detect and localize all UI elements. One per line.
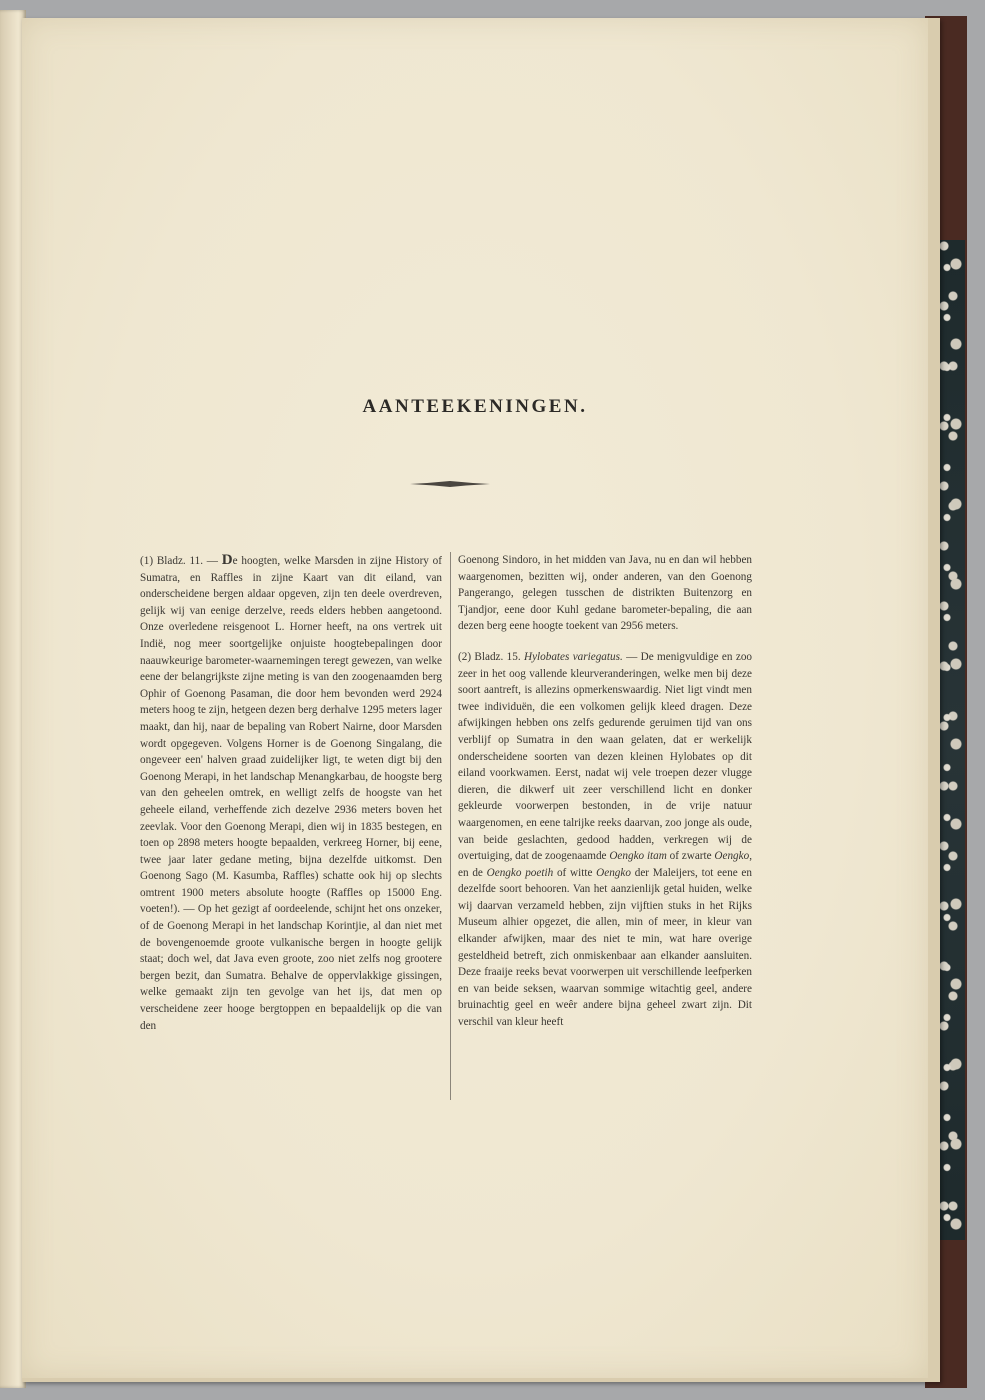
note-1-text: e hoogten, welke Marsden in zijne History of Sumatra, en Raffles in zijne Kaart van dit eiland, van onderscheidene bergen aldaar opgeven, zijn ten deele overdreven, gelijk wij van eenige derzelve, reeds elders hebben aangetoond. Onze overledene reisgenoot L. Horner heeft, na ons vertrek uit Indië, nog meer soortgelijke onjuiste hoogtebepalingen door naauwkeurige barometer-waarnemingen teregt gewezen, van welke eene der belangrijkste zijne meting is van den zoogenaamden berg Ophir of Goenong Pasaman, die door hem bevonden werd 2924 meters hoog te zijn, hetgeen dezen berg derhalve 1295 meters lager maakt, dan hij, naar de bepaling van Robert Nairne, door Marsden wordt opgegeven. Volgens Horner is de Goenong Singalang, die ongeveer een' halven graad zuidelijker ligt, te weten digt bij den Goenong Merapi, in het landschap Menangkarbau, de hoogste berg van den geheelen omtrek, en welligt zelfs de hoogste van het geheele eiland, verheffende zich dezelve 2936 meters boven het zeevlak. Voor den Goenong Merapi, dien wij in 1835 bestegen, en toen op 2898 meters hoogte bepaalden, verkreeg Horner, bij eene, twee jaar later gedane meting, bijna dezelfde uitkomst. Den Goenong Sago (M. Kasumba, Raffles) schatte ook hij op slechts omtrent 1900 meters absolute hoogte (Raffles op 15000 Eng. voeten!). — Op het gezigt af oordeelende, schijnt het ons onzeker, of de Goenong Merapi in het landschap Korintjie, al dan niet met de bovengenoemde groote vulkanische bergen in hoogte gelijk staat; doch wel, dat Java even groote, zoo niet zelfs nog grootere bergen bezit, dan Sumatra. Behalve de oppervlakkige gissingen, welke gemaakt zijn ten gevolge van het ijs, dat men op verscheidene zeer hooge bergtoppen en bepaaldelijk op die van den	[140, 555, 442, 1032]
note-2-species: Hylobates variegatus.	[524, 650, 623, 663]
note-2-name-3: Oengko poetih	[486, 866, 554, 879]
note-2-text-e: der Maleijers, tot eene en dezelfde soort behooren. Van het aanzienlijk getal huiden, welke wij daarvan verzameld hebben, zijn vijftien stuks in het Rijks Museum alhier opgezet, die allen, min of meer, in kleur van elkander afwijken, maar des niet te min, wat hare overige gesteldheid betreft, zich onmiskenbaar aan elkander aansluiten. Deze fraaije reeks bevat voorwerpen uit verschillende leefperken en van beide seksen, waarvan sommige witachtig geel, andere bruinachtig geel en weêr andere bijna geheel zwart zijn. Dit verschil van kleur heeft	[458, 866, 752, 1029]
right-column	[458, 552, 752, 1031]
note-2	[458, 649, 752, 1031]
left-column	[140, 552, 442, 1034]
note-2-name-4: Oengko	[596, 866, 631, 879]
note-2-reference: (2) Bladz. 15.	[458, 650, 524, 663]
note-2-text-b: of zwarte	[666, 850, 715, 863]
note-2-name-1: Oengko itam	[609, 850, 667, 863]
page-title: AANTEEKENINGEN.	[362, 396, 588, 417]
note-1-continued: Goenong Sindoro, in het midden van Java, nu en dan wil hebben waargenomen, bezitten wij, onder anderen, van den Goenong Pangerango, gelegen tusschen de distrikten Buitenzorg en Tjandjor, eene door Kuhl gedane barometer-bepaling, die aan dezen berg eene hoogte toekent van 2956 meters.	[458, 554, 752, 633]
note-1-dropcap: D	[221, 552, 233, 568]
book-page	[22, 18, 928, 1378]
note-1	[140, 552, 442, 1034]
note-2-name-2: Oengko	[714, 850, 750, 863]
note-2-text-d: of witte	[553, 866, 597, 879]
column-divider	[450, 552, 451, 1100]
note-2-text-c: , en de	[458, 850, 752, 879]
note-1-reference: (1) Bladz. 11. —	[140, 555, 222, 567]
note-2-text-a: — De menigvuldige en zoo zeer in het oog vallende kleurveranderingen, welke men bij deze soort aantreft, is allezins opmerkenswaardig. Niet ligt vindt men twee individuën, die een volkomen gelijk kleed dragen. Deze afwijkingen hebben ons zelfs gedurende geruimen tijd van ons verblijf op Sumatra in den waan gelaten, dat er werkelijk onderscheidene soorten van dezen kleinen Hylobates op dit eiland voorkwamen. Eerst, nadat wij vele troepen dezer vlugge dieren, die dikwerf uit zeer verschillend licht en donker gekleurde voorwerpen bestonden, in de vrije natuur waargenomen, en eene talrijke reeks daarvan, zoo jonge als oude, van beide geslachten, gedood hadden, verkregen wij de overtuiging, dat de zoogenaamde	[458, 650, 753, 863]
ornamental-rule	[410, 480, 490, 488]
